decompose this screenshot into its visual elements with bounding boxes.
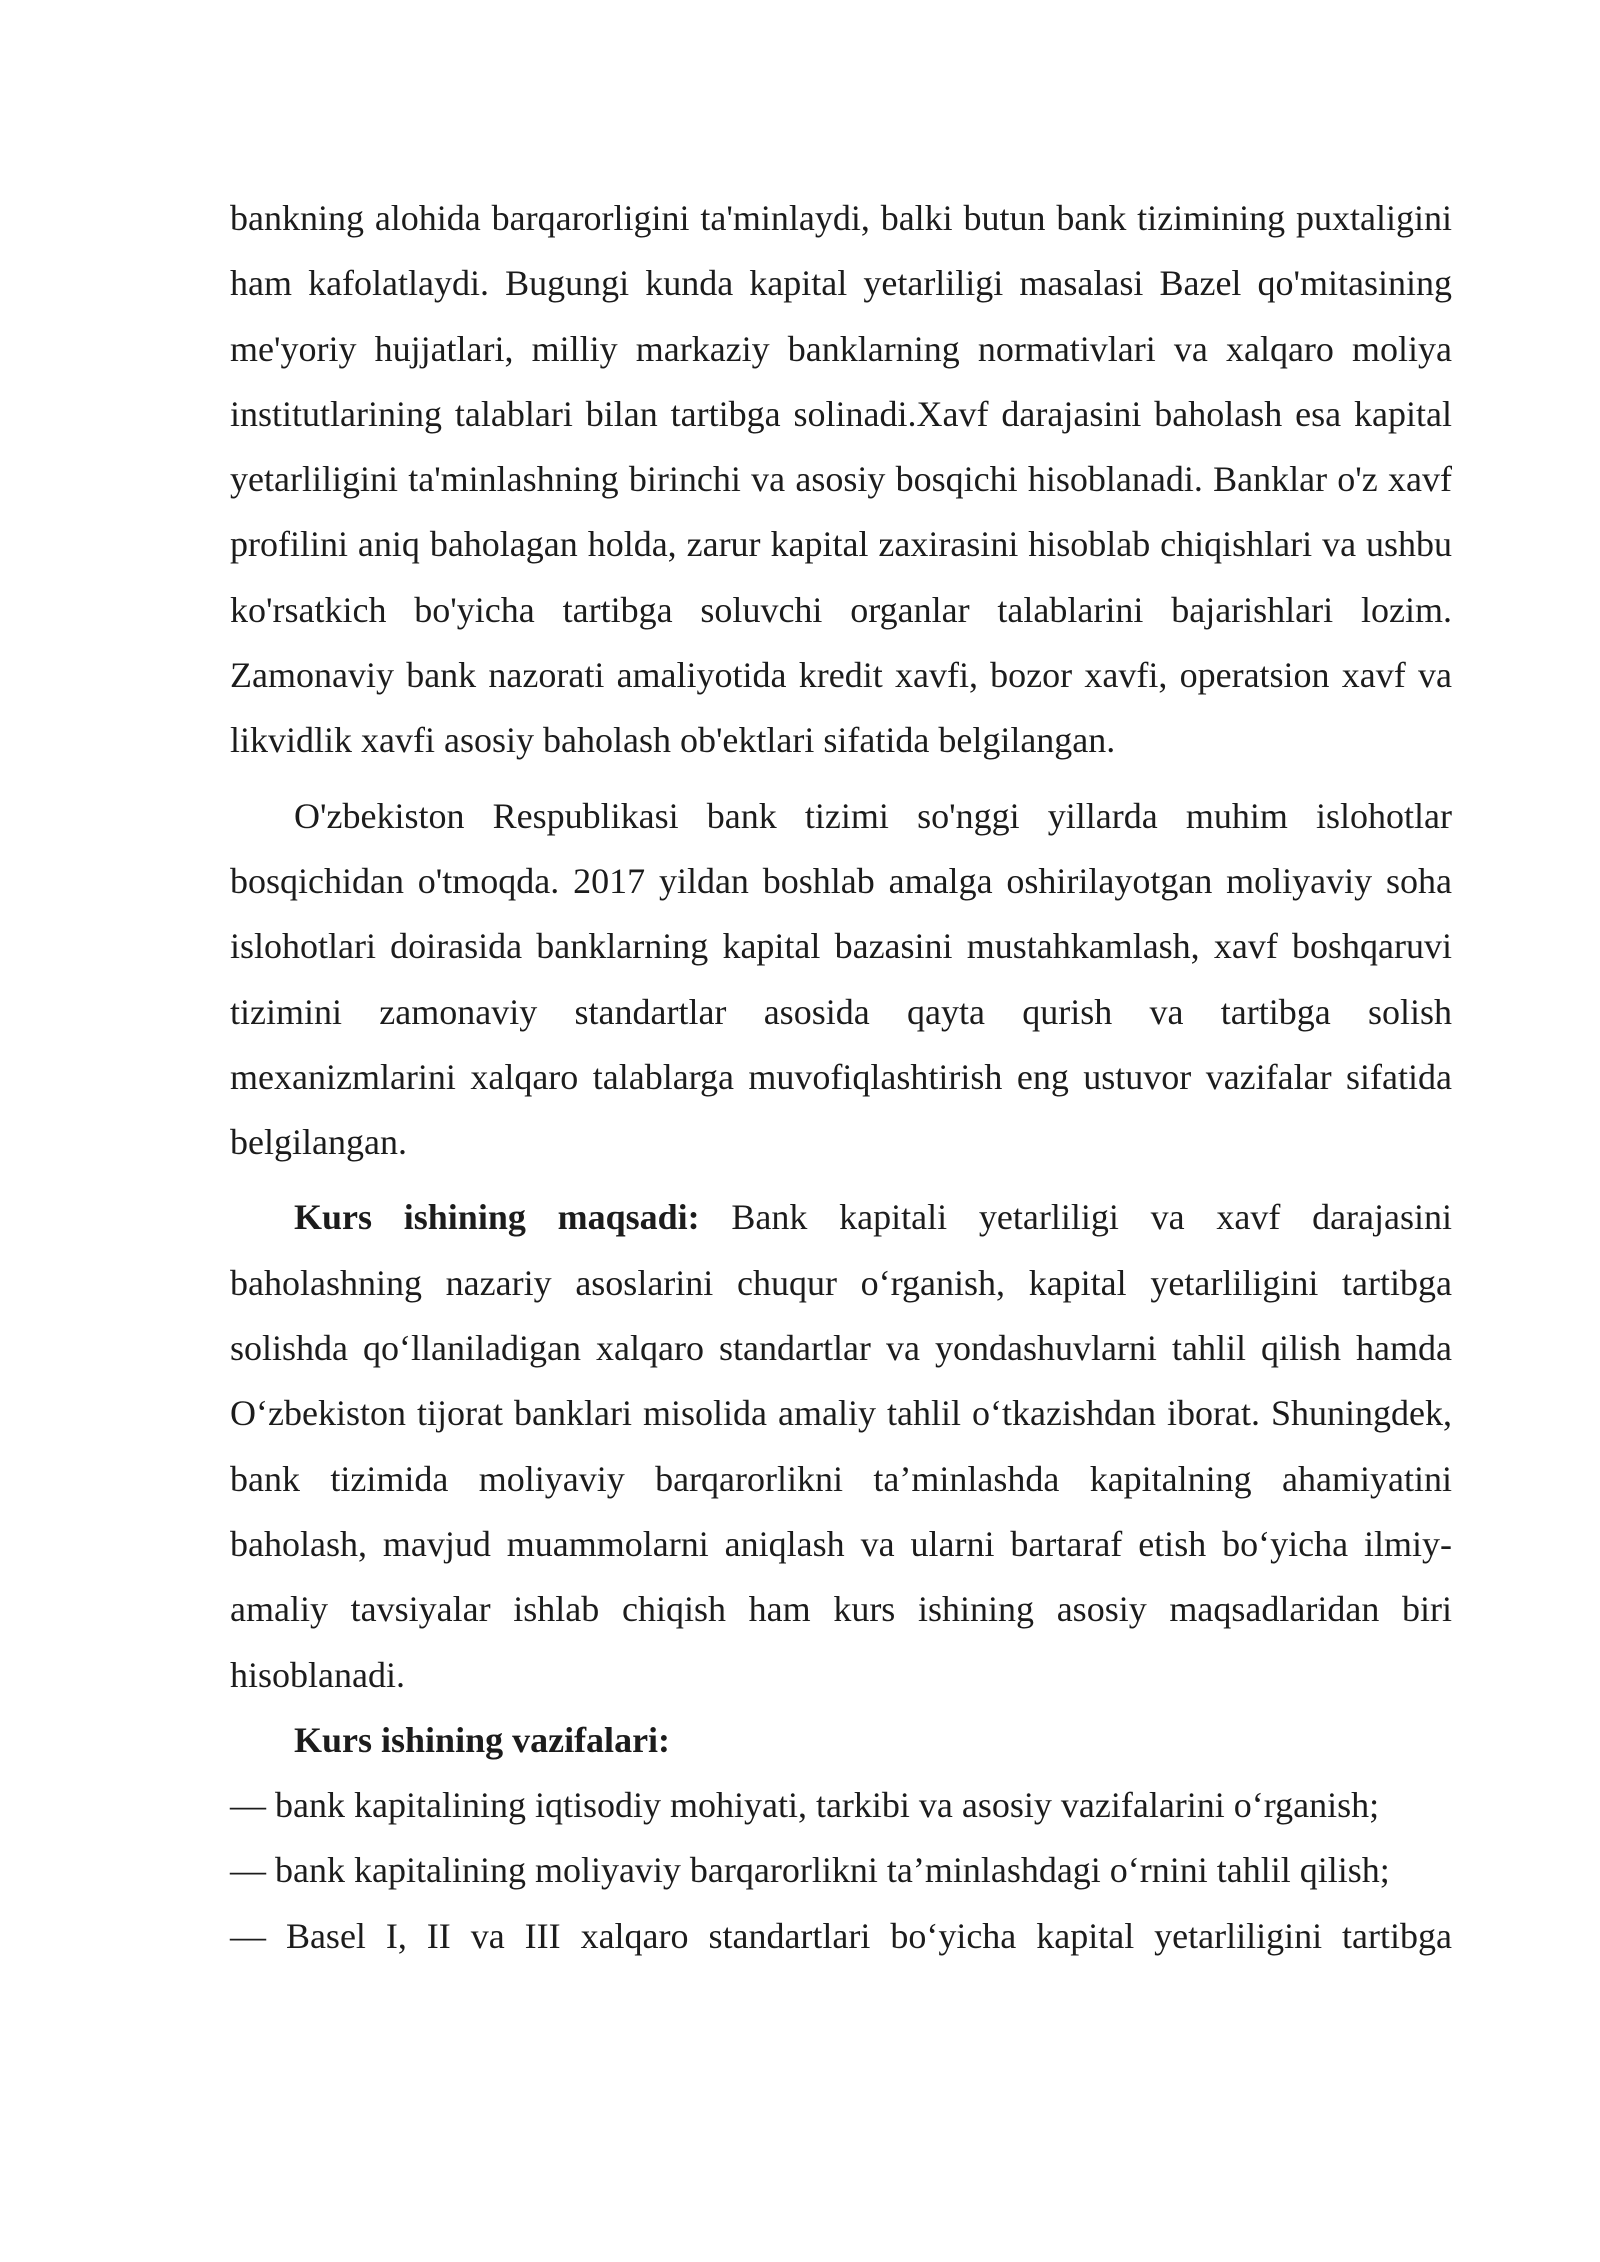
task-item: — bank kapitalining iqtisodiy mohiyati, tarkibi va asosiy vazifalarini oʻrganish; (230, 1785, 1380, 1826)
task-item: — Basel I, II va III xalqaro standartlari boʻyicha kapital yetarliligini tartibga (230, 1915, 1452, 1956)
goal-text: Bank kapitali yetarliligi va xavf darajasini baholashning nazariy asoslarini chuqur oʻrganish, kapital yetarliligini tartibga solishda qoʻllaniladigan xalqaro standartlar va yondashuvlarni tahlil qilish hamda Oʻzbekiston tijorat banklari misolida amaliy tahlil oʻtkazishdan iborat. Shuningdek, bank tizimida moliyaviy barqarorlikni ta’minlashda kapitalning ahamiyatini baholash, mavjud muammolarni aniqlash va ularni bartaraf etish boʻyicha ilmiy-amaliy tavsiyalar ishlab chiqish ham kurs ishining asosiy maqsadlaridan biri hisoblanadi. (230, 1197, 1453, 1695)
task-item: — bank kapitalining moliyaviy barqarorlikni ta’minlashdagi oʻrnini tahlil qilish; (230, 1850, 1390, 1891)
tasks-heading: Kurs ishining vazifalari: (294, 1719, 671, 1760)
document-page (230, 186, 1452, 1969)
goal-heading: Kurs ishining maqsadi: (294, 1197, 700, 1238)
paragraph-intro: bankning alohida barqarorligini ta'minlaydi, balki butun bank tizimining puxtaligini ham kafolatlaydi. Bugungi kunda kapital yetarliligi masalasi Bazel qo'mitasining me'yoriy hujjatlari, milliy markaziy banklarning normativlari va xalqaro moliya institutlarining talablari bilan tartibga solinadi.Xavf darajasini baholash esa kapital yetarliligini ta'minlashning birinchi va asosiy bosqichi hisoblanadi. Banklar o'z xavf profilini aniq baholagan holda, zarur kapital zaxirasini hisoblab chiqishlari va ushbu ko'rsatkich bo'yicha tartibga soluvchi organlar talablarini bajarishlari lozim. Zamonaviy bank nazorati amaliyotida kredit xavfi, bozor xavfi, operatsion xavf va likvidlik xavfi asosiy baholash ob'ektlari sifatida belgilangan. (230, 198, 1452, 761)
paragraph-goal (230, 1185, 1452, 1707)
paragraph-reforms: O'zbekiston Respublikasi bank tizimi so'nggi yillarda muhim islohotlar bosqichidan o'tmoqda. 2017 yildan boshlab amalga oshirilayotgan moliyaviy soha islohotlari doirasida banklarning kapital bazasini mustahkamlash, xavf boshqaruvi tizimini zamonaviy standartlar asosida qayta qurish va tartibga solish mexanizmlarini xalqaro talablarga muvofiqlashtirish eng ustuvor vazifalar sifatida belgilangan. (230, 795, 1452, 1163)
